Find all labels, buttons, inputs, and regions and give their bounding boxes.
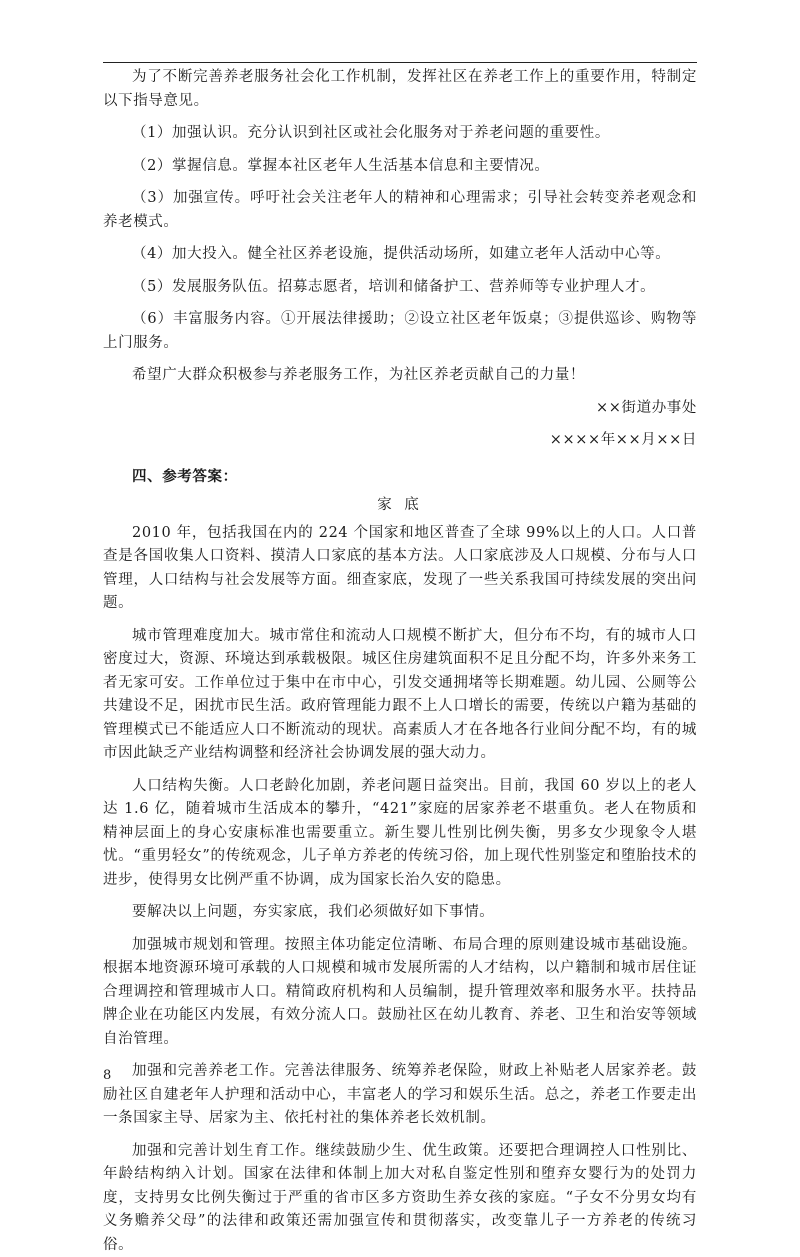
guideline-item-3: （3）加强宣传。呼吁社会关注老年人的精神和心理需求；引导社会转变养老观念和养老模式。 (103, 187, 697, 234)
essay-paragraph-6: 加强和完善养老工作。完善法律服务、统筹养老保险，财政上补贴老人居家养老。鼓励社区自建老年人护理和活动中心，丰富老人的学习和娱乐生活。总之，养老工作要走出一条国家主导、居家为主、依托村社的集体养老长效机制。 (103, 1060, 697, 1131)
date-line: ××××年××月××日 (103, 429, 697, 453)
guideline-item-2: （2）掌握信息。掌握本社区老年人生活基本信息和主要情况。 (103, 155, 697, 179)
essay-title: 家 底 (103, 494, 697, 518)
guideline-item-4: （4）加大投入。健全社区养老设施，提供活动场所，如建立老年人活动中心等。 (103, 243, 697, 267)
guideline-item-5: （5）发展服务队伍。招募志愿者，培训和储备护工、营养师等专业护理人才。 (103, 276, 697, 300)
signature: ××街道办事处 (103, 397, 697, 421)
essay-paragraph-5: 加强城市规划和管理。按照主体功能定位清晰、布局合理的原则建设城市基础设施。根据本地资源环境可承载的人口规模和城市发展所需的人才结构，以户籍制和城市居住证合理调控和管理城市人口。精简政府机构和人员编制，提升管理效率和服务水平。扶持品牌企业在功能区内发展，有效分流人口。鼓励社区在幼儿教育、养老、卫生和治安等领域自治管理。 (103, 934, 697, 1052)
section-heading: 四、参考答案： (103, 465, 697, 489)
intro-paragraph: 为了不断完善养老服务社会化工作机制，发挥社区在养老工作上的重要作用，特制定以下指导意见。 (103, 66, 697, 113)
header-rule (103, 62, 697, 63)
document-body (103, 66, 697, 1257)
essay-paragraph-3: 人口结构失衡。人口老龄化加剧，养老问题日益突出。目前，我国 60 岁以上的老人达 1.6 亿，随着城市生活成本的攀升，“421”家庭的居家养老不堪重负。老人在物质和精神层面上的身心安康标准也需要重立。新生婴儿性别比例失衡，男多女少现象令人堪忧。“重男轻女”的传统观念，儿子单方养老的传统习俗，加上现代性别鉴定和堕胎技术的进步，使得男女比例严重不协调，成为国家长治久安的隐患。 (103, 775, 697, 893)
guideline-item-1: （1）加强认识。充分认识到社区或社会化服务对于养老问题的重要性。 (103, 122, 697, 146)
essay-paragraph-1: 2010 年，包括我国在内的 224 个国家和地区普查了全球 99%以上的人口。人口普查是各国收集人口资料、摸清人口家底的基本方法。人口家底涉及人口规模、分布与人口管理，人口结构与社会发展等方面。细查家底，发现了一些关系我国可持续发展的突出问题。 (103, 522, 697, 616)
closing-line: 希望广大群众积极参与养老服务工作，为社区养老贡献自己的力量！ (103, 364, 697, 388)
essay-paragraph-7: 加强和完善计划生育工作。继续鼓励少生、优生政策。还要把合理调控人口性别比、年龄结构纳入计划。国家在法律和体制上加大对私自鉴定性别和堕弃女婴行为的处罚力度，支持男女比例失衡过于严重的省市区多方资助生养女孩的家庭。“子女不分男女均有义务赡养父母”的法律和政策还需加强宣传和贯彻落实，改变靠儿子一方养老的传统习俗。 (103, 1140, 697, 1257)
page-number: 8 (103, 1068, 111, 1083)
essay-paragraph-4: 要解决以上问题，夯实家底，我们必须做好如下事情。 (103, 901, 697, 925)
guideline-item-6: （6）丰富服务内容。①开展法律援助；②设立社区老年饭桌；③提供巡诊、购物等上门服务。 (103, 308, 697, 355)
essay-paragraph-2: 城市管理难度加大。城市常住和流动人口规模不断扩大，但分布不均，有的城市人口密度过大，资源、环境达到承载极限。城区住房建筑面积不足且分配不均，许多外来务工者无家可安。工作单位过于集中在市中心，引发交通拥堵等长期难题。幼儿园、公厕等公共建设不足，困扰市民生活。政府管理能力跟不上人口增长的需要，传统以户籍为基础的管理模式已不能适应人口不断流动的现状。高素质人才在各地各行业间分配不均，有的城市因此缺乏产业结构调整和经济社会协调发展的强大动力。 (103, 625, 697, 766)
